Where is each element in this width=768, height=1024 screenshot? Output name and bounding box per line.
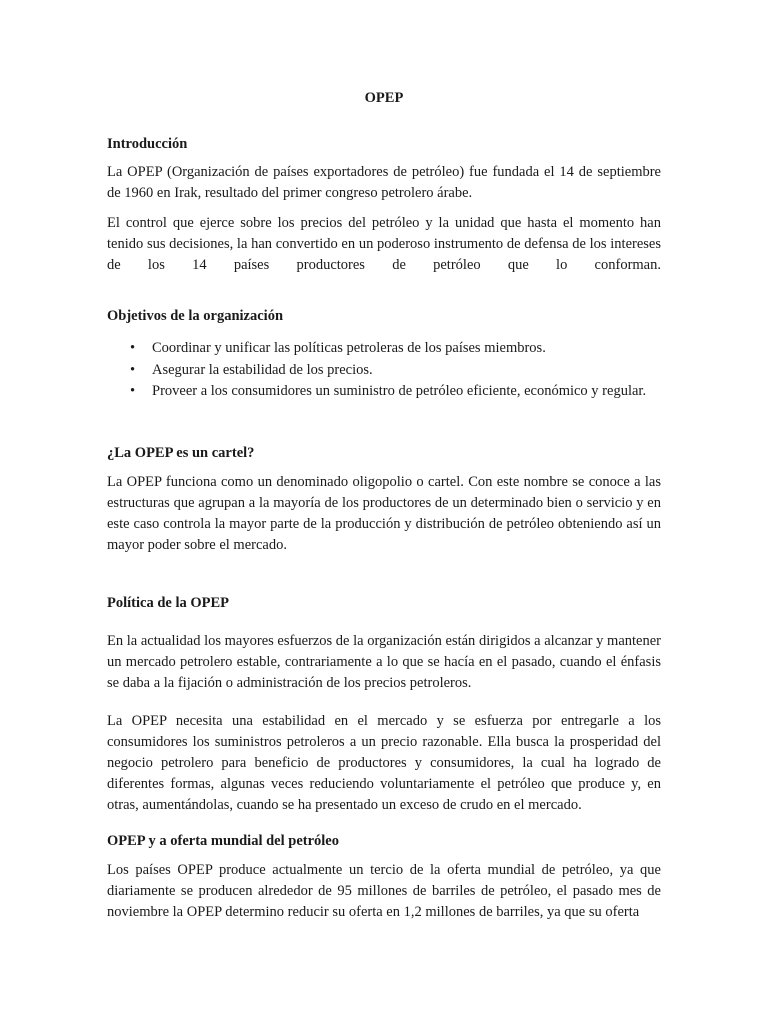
list-item [107,360,661,382]
list-item [107,338,661,360]
heading-introduccion: Introducción [107,136,188,152]
paragraph-policy-1: En la actualidad los mayores esfuerzos de la organización están dirigidos a alcanzar y mantener un mercado petrolero estable, contrariamente a lo que se hacía en el pasado, cuando el énfasis se daba a la fijación o administración de los precios petroleros. [107,633,661,691]
objectives-list [107,338,661,403]
paragraph-intro-2: El control que ejerce sobre los precios del petróleo y la unidad que hasta el momento han tenido sus decisiones, la han convertido en un poderoso instrumento de defensa de los intereses de los 14 países productores de petróleo que lo conforman. [107,215,661,273]
bullet-icon: • [130,361,136,378]
bullet-icon: • [130,340,136,356]
heading-oferta: OPEP y a oferta mundial del petróleo [107,833,339,849]
list-item-text: Asegurar la estabilidad de los precios. [152,361,373,378]
heading-cartel: ¿La OPEP es un cartel? [107,445,255,461]
heading-objetivos: Objetivos de la organización [107,308,284,324]
bullet-icon: • [130,383,136,399]
list-item-text: Proveer a los consumidores un suministro de petróleo eficiente, económico y regular. [152,383,647,399]
heading-politica: Política de la OPEP [107,595,230,611]
paragraph-intro-1: La OPEP (Organización de países exportadores de petróleo) fue fundada el 14 de septiembre de 1960 en Irak, resultado del primer congreso petrolero árabe. [107,164,661,201]
paragraph-cartel: La OPEP funciona como un denominado oligopolio o cartel. Con este nombre se conoce a las estructuras que agrupan a la mayoría de los productores de un determinado bien o servicio y en este caso controla la mayor parte de la producción y distribución de petróleo obteniendo así un mayor poder sobre el mercado. [107,474,661,553]
page-title: OPEP [364,90,404,106]
paragraph-policy-2: La OPEP necesita una estabilidad en el mercado y se esfuerza por entregarle a los consumidores los suministros petroleros a un precio razonable. Ella busca la prosperidad del negocio petrolero para beneficio de productores y consumidores, la cual ha logrado de diferentes formas, algunas veces reduciendo voluntariamente el petróleo que produce y, en otras, aumentándolas, cuando se ha presentado un exceso de crudo en el mercado. [107,713,661,813]
list-item [107,381,661,403]
list-item-text: Coordinar y unificar las políticas petroleras de los países miembros. [152,340,546,356]
paragraph-supply: Los países OPEP produce actualmente un tercio de la oferta mundial de petróleo, ya que diariamente se producen alrededor de 95 millones de barriles de petróleo, el pasado mes de noviembre la OPEP determino reducir su oferta en 1,2 millones de barriles, ya que su oferta [107,862,661,920]
